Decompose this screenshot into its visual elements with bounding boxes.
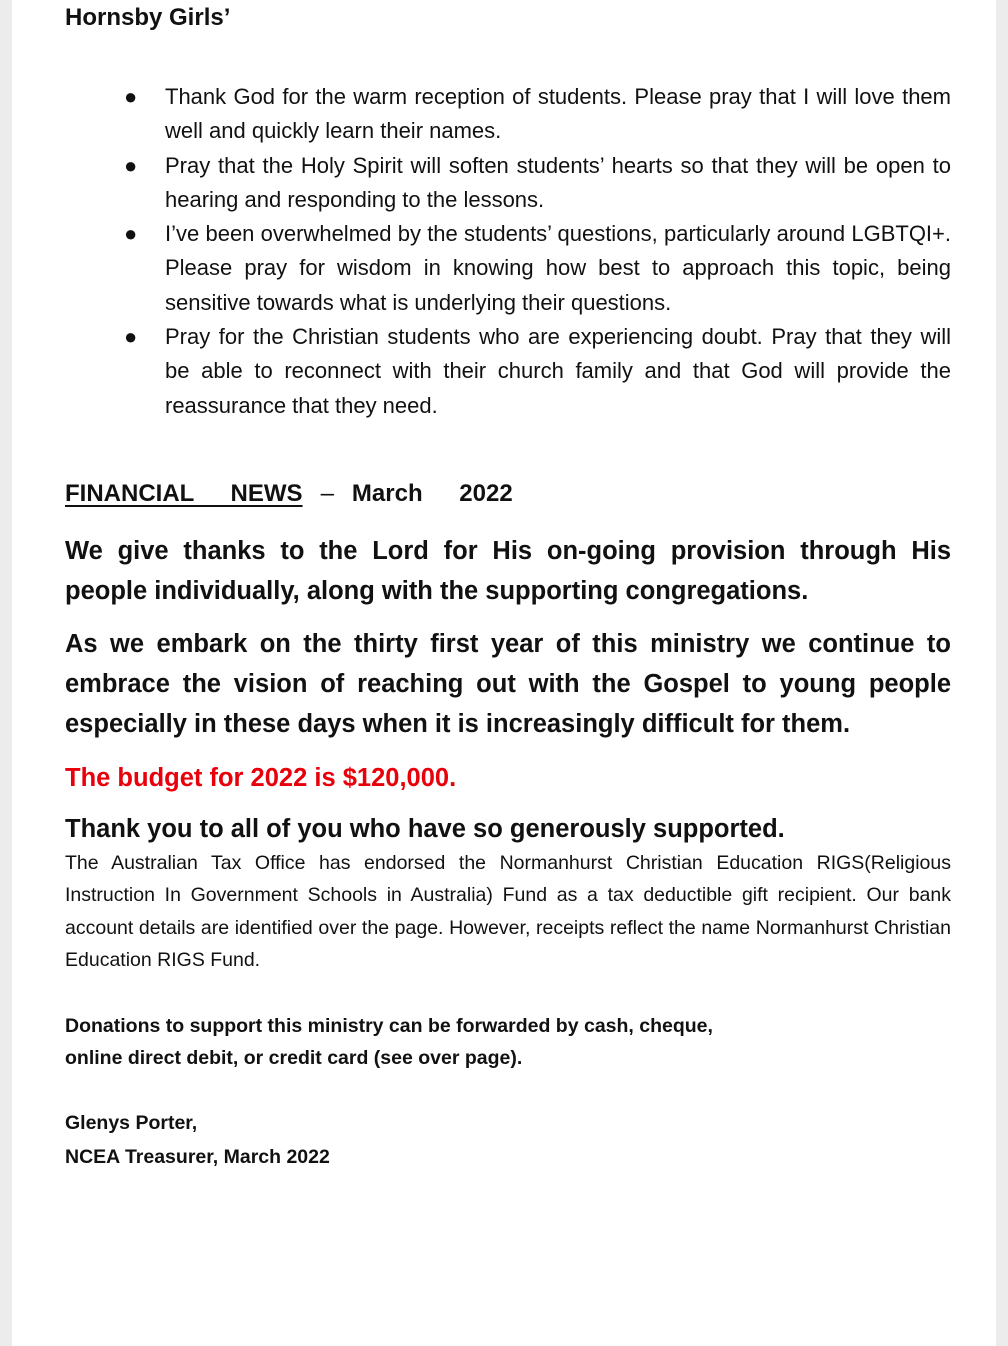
- donations-line: online direct debit, or credit card (see over page).: [65, 1047, 523, 1070]
- list-item: [112, 149, 951, 218]
- school-heading: Hornsby Girls’: [65, 4, 231, 31]
- tax-endorsement-note: The Australian Tax Office has endorsed the Normanhurst Christian Education RIGS(Religious Instruction In Government Schools in Australia) Fund as a tax deductible gift recipient. Our bank account details are identified over the page. However, receipts reflect the name Normanhurst Christian Education RIGS Fund.: [65, 851, 951, 972]
- prayer-point-text: Thank God for the warm reception of students. Please pray that I will love them well and quickly learn their names.: [165, 84, 951, 144]
- title-dash: –: [320, 479, 334, 507]
- list-item: [112, 217, 951, 320]
- document-page: [12, 0, 996, 1346]
- signature-block: [65, 1106, 951, 1174]
- donations-line: Donations to support this ministry can be forwarded by cash, cheque,: [65, 1014, 713, 1037]
- signature-name: Glenys Porter,: [65, 1111, 198, 1134]
- prayer-point-text: Pray for the Christian students who are experiencing doubt. Pray that they will be able to reconnect with their church family and that God will provide the reassurance that they need.: [165, 324, 951, 418]
- vision-paragraph: As we embark on the thirty first year of this ministry we continue to embrace the vision of reaching out with the Gospel to young people especially in these days when it is increasingly difficult for them.: [65, 629, 951, 738]
- financial-news-heading: [65, 477, 951, 511]
- bullet-icon: ●: [124, 84, 138, 109]
- prayer-list: [112, 80, 951, 423]
- bullet-icon: ●: [124, 221, 138, 247]
- bullet-icon: ●: [124, 152, 138, 178]
- budget-statement: The budget for 2022 is $120,000.: [65, 763, 457, 792]
- financial-news-date: March 2022: [351, 479, 513, 507]
- prayer-point-text: Pray that the Holy Spirit will soften students’ hearts so that they will be open to hearing and responding to the lessons.: [165, 152, 951, 212]
- thanks-provision-paragraph: We give thanks to the Lord for His on-going provision through His people individually, along with the supporting congregations.: [65, 536, 951, 605]
- financial-news-title: FINANCIAL NEWS: [65, 479, 303, 507]
- list-item: [112, 320, 951, 423]
- prayer-point-text: I’ve been overwhelmed by the students’ questions, particularly around LGBTQI+. Please pray for wisdom in knowing how best to approach this topic, being sensitive towards what is underlying their questions.: [165, 221, 951, 315]
- donations-info: [65, 1010, 951, 1075]
- bullet-icon: ●: [124, 324, 138, 350]
- thank-you-statement: Thank you to all of you who have so generously supported.: [65, 814, 785, 843]
- document-content: [65, 0, 951, 1174]
- list-item: [112, 80, 951, 149]
- signature-role: NCEA Treasurer, March 2022: [65, 1145, 330, 1168]
